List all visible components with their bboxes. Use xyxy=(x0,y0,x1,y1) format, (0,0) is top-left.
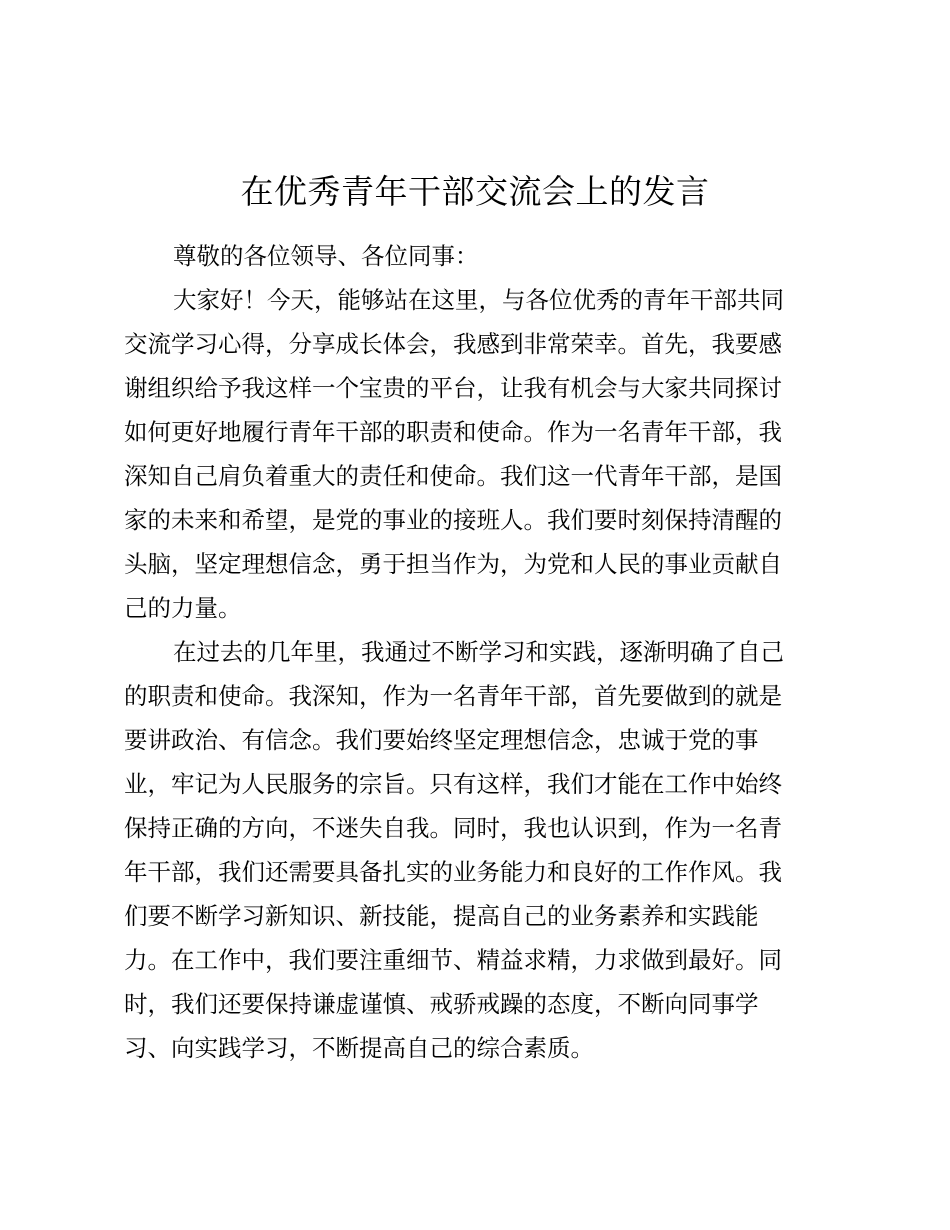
text-line: 谢组织给予我这样一个宝贵的平台，让我有机会与大家共同探讨 xyxy=(124,374,782,402)
text-line: 家的未来和希望，是党的事业的接班人。我们要时刻保持清醒的 xyxy=(124,506,782,534)
text-line: 业，牢记为人民服务的宗旨。只有这样，我们才能在工作中始终 xyxy=(124,770,782,798)
text-line: 交流学习心得，分享成长体会，我感到非常荣幸。首先，我要感 xyxy=(124,330,782,358)
text-line: 如何更好地履行青年干部的职责和使命。作为一名青年干部，我 xyxy=(124,418,782,446)
text-line: 大家好！今天，能够站在这里，与各位优秀的青年干部共同 xyxy=(173,286,784,314)
text-line: 头脑，坚定理想信念，勇于担当作为，为党和人民的事业贡献自 xyxy=(124,550,782,578)
text-line: 年干部，我们还需要具备扎实的业务能力和良好的工作作风。我 xyxy=(124,858,782,886)
text-line: 力。在工作中，我们要注重细节、精益求精，力求做到最好。同 xyxy=(124,946,782,974)
document-title: 在优秀青年干部交流会上的发言 xyxy=(240,172,710,211)
text-line: 时，我们还要保持谦虚谨慎、戒骄戒躁的态度，不断向同事学 xyxy=(124,990,759,1018)
text-line: 深知自己肩负着重大的责任和使命。我们这一代青年干部，是国 xyxy=(124,462,782,490)
text-line: 在过去的几年里，我通过不断学习和实践，逐渐明确了自己 xyxy=(173,638,784,666)
text-line: 们要不断学习新知识、新技能，提高自己的业务素养和实践能 xyxy=(124,902,759,930)
text-line: 己的力量。 xyxy=(124,594,242,622)
text-line: 习、向实践学习，不断提高自己的综合素质。 xyxy=(124,1034,594,1062)
text-line: 尊敬的各位领导、各位同事： xyxy=(173,242,479,270)
text-line: 要讲政治、有信念。我们要始终坚定理想信念，忠诚于党的事 xyxy=(124,726,759,754)
text-line: 的职责和使命。我深知，作为一名青年干部，首先要做到的就是 xyxy=(124,682,782,710)
document-body xyxy=(124,234,824,1070)
text-line: 保持正确的方向，不迷失自我。同时，我也认识到，作为一名青 xyxy=(124,814,782,842)
